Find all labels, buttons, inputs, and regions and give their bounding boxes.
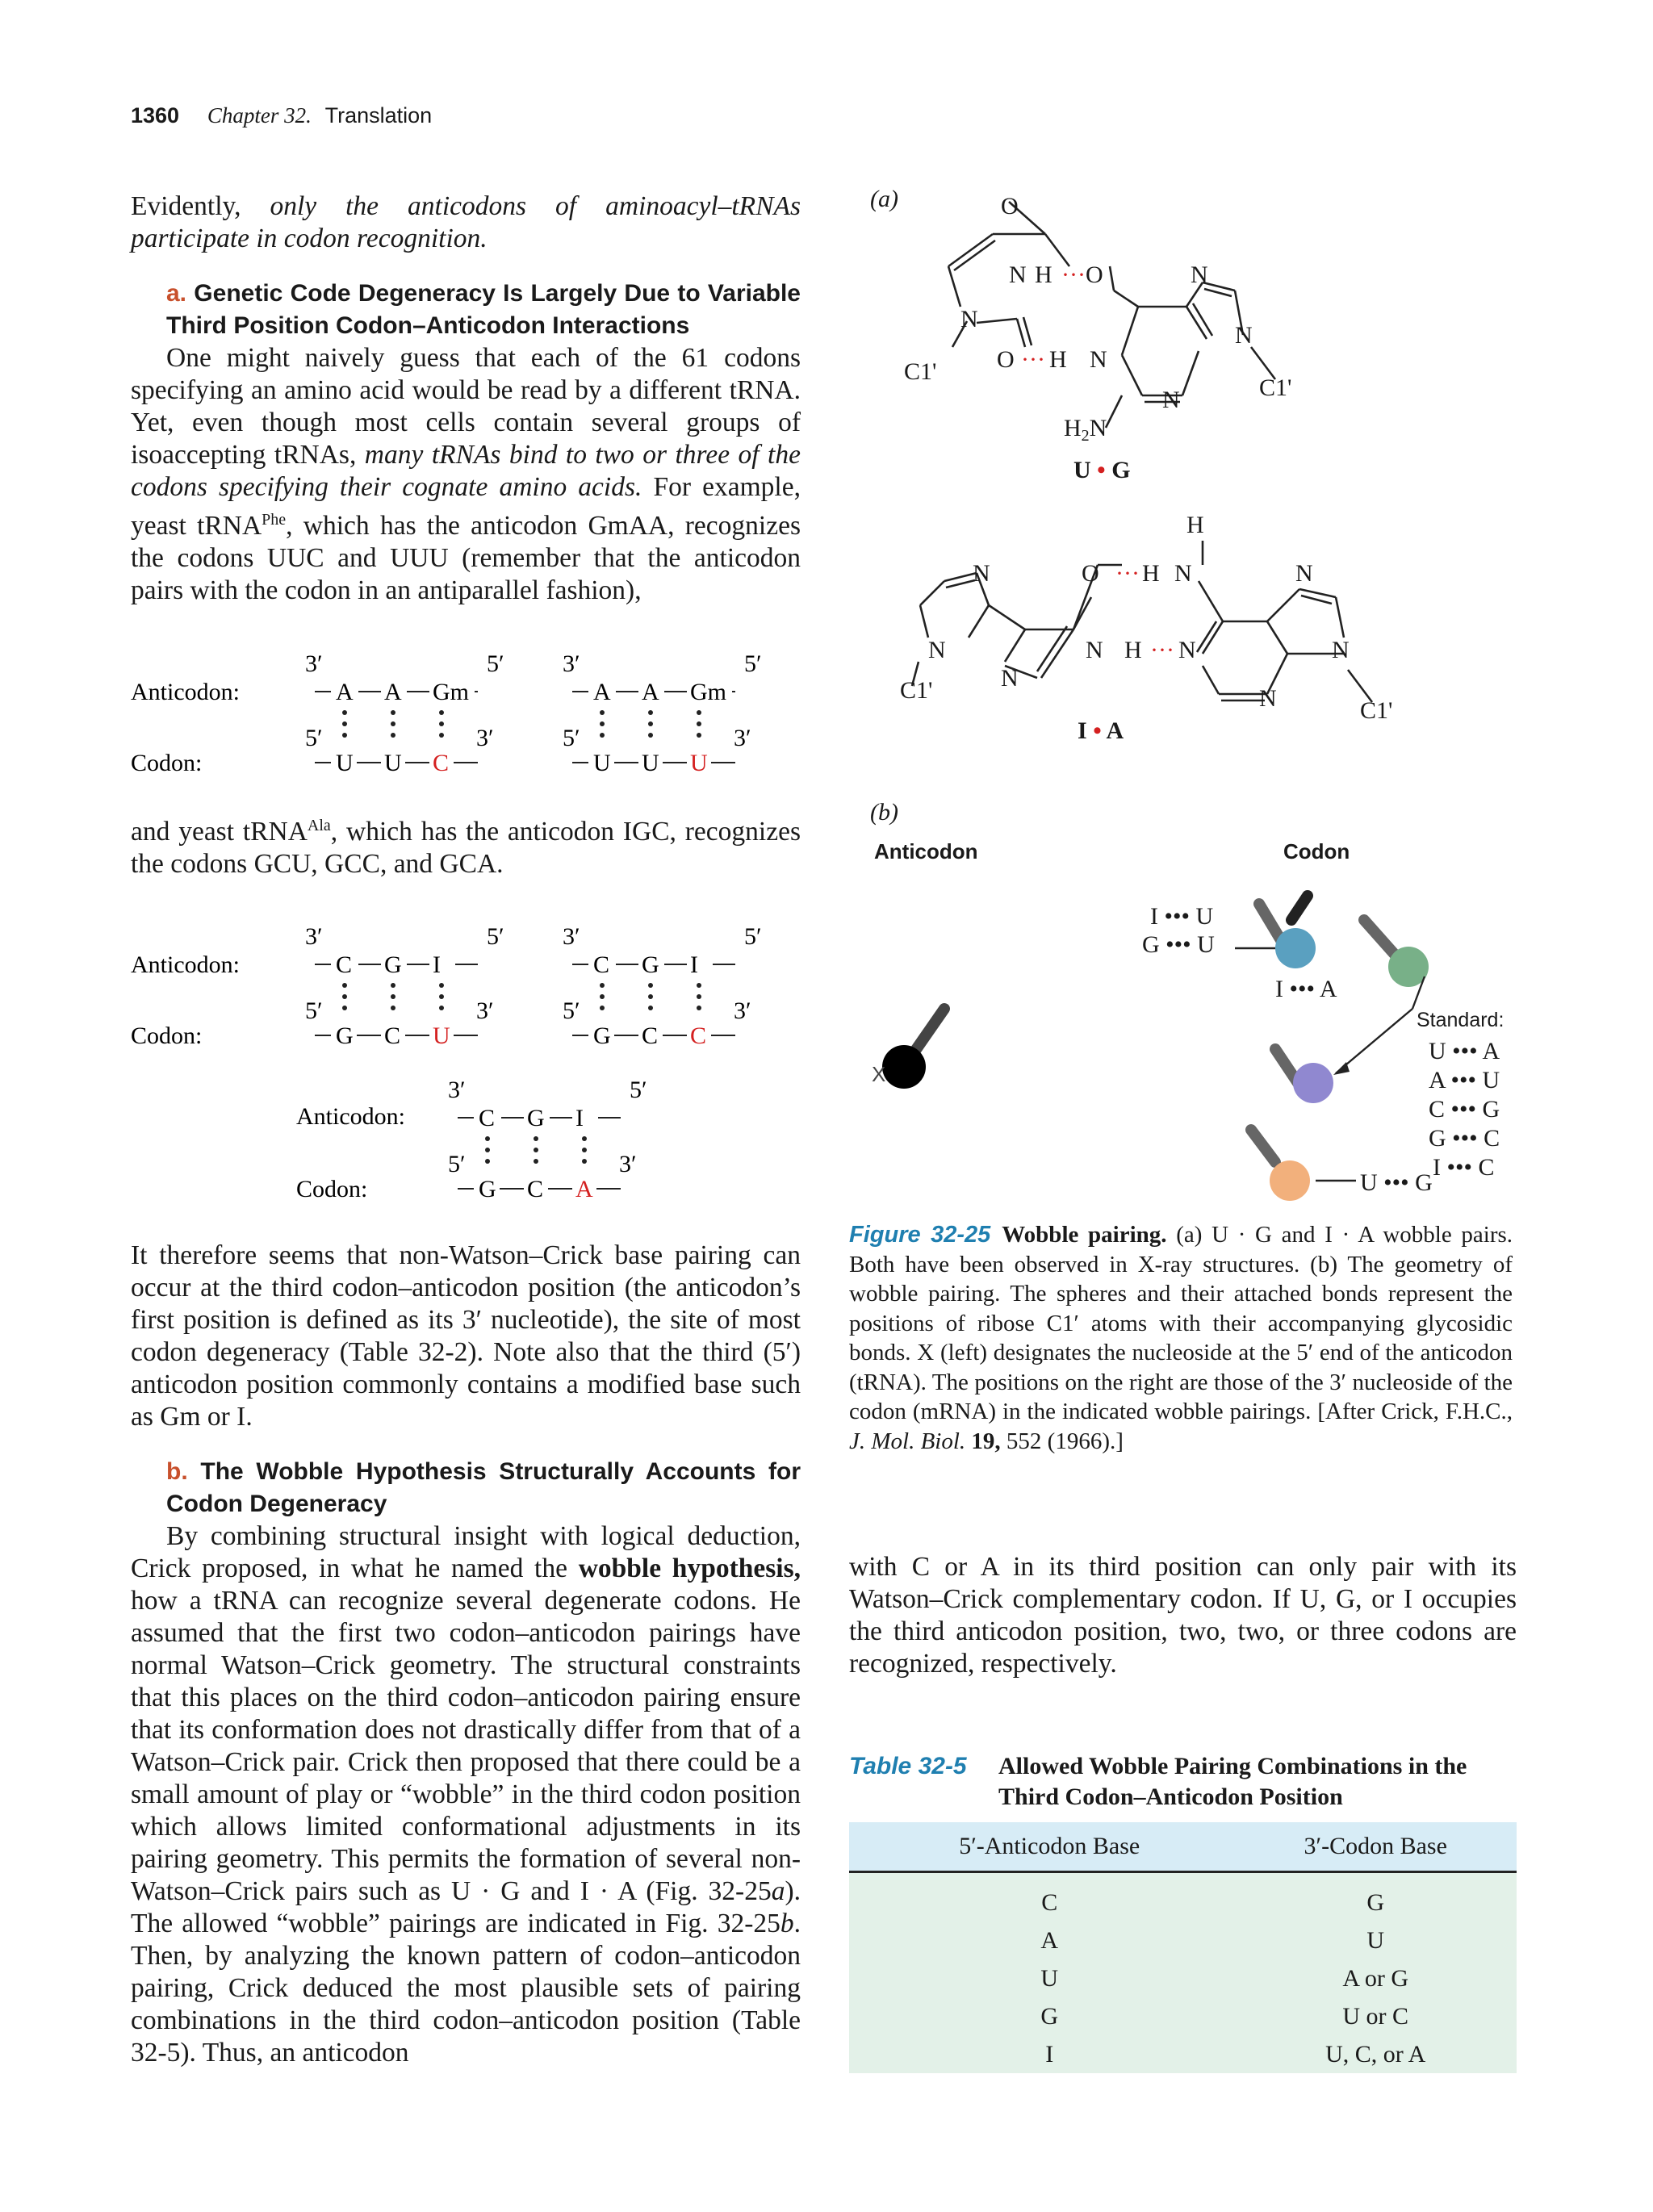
anticodon-base: G <box>384 951 402 978</box>
wobble-geometry-diagram <box>856 872 1558 1227</box>
wobble-pair-structures <box>880 186 1445 767</box>
hbond <box>697 994 701 999</box>
hbond <box>582 1159 587 1164</box>
anticodon-label: Anticodon: <box>131 951 240 978</box>
anticodon-base: Gm <box>433 679 469 705</box>
std-pair-1: U ••• A <box>1429 1038 1500 1064</box>
anticodon-heading: Anticodon <box>874 839 978 863</box>
paragraph-1: One might naively guess that each of the 61 codons specifying an amino acid would be read by a different tRNA. Yet, even though most cells contain several groups of isoaccepting tRNAs, many tRNAs bind to two or three of the codons specifying their cognate amino acids. For example, yeast tRNA$^{Phe}$, which has the anticodon GmAA, recognizes the codons UUC and UUU (remember that the anticodon pairs with the codon in an antiparallel fashion), <box>131 343 801 606</box>
hbond <box>600 721 605 726</box>
hbond <box>600 983 605 988</box>
codon-3prime: 3′ <box>476 997 494 1024</box>
hbond <box>697 721 701 726</box>
left-column-top <box>131 190 801 607</box>
atom-n-ia9: N <box>1259 685 1277 712</box>
anticodon-base: I <box>575 1105 584 1131</box>
left-column-bottom <box>131 1240 801 2069</box>
codon-5prime: 5′ <box>563 997 580 1024</box>
codon-base: G <box>336 1022 354 1049</box>
anticodon-base: A <box>642 679 659 705</box>
hbond <box>439 733 444 738</box>
pair-gu: G ••• U <box>1142 931 1215 958</box>
anticodon-base: G <box>527 1105 545 1131</box>
section-a-heading: a. Genetic Code Degeneracy Is Largely Due to Variable Third Position Codon–Anticodon Interactions <box>166 280 801 339</box>
paragraph-4: By combining structural insight with logical deduction, Crick proposed, in what he named the wobble hypothesis, how a tRNA can recognize several degenerate codons. He assumed that the first two codon–anticodon pairings have normal Watson–Crick geometry. The structural constraints that this places on the third codon–anticodon pairing ensure that its conformation does not drastically differ from that of a Watson–Crick pair. Crick then proposed that there could be a small amount of play or “wobble” in the third codon position which allows limited conformational adjustments in its pairing geometry. This permits the formation of several non-Watson–Crick pairs such as U · G and I · A (Fig. 32-25a). The allowed “wobble” pairings are indicated in Fig. 32-25b. Then, by analyzing the known pattern of codon–anticodon pairing, Crick deduced the most plausible sets of pairing combinations in the third codon–anticodon position (Table 32-5). Thus, an anticodon <box>131 1521 801 2068</box>
codon-base: U <box>384 750 402 776</box>
codon-label: Codon: <box>131 1022 203 1049</box>
codon-5prime: 5′ <box>305 997 323 1024</box>
codon-3prime: 3′ <box>619 1151 637 1177</box>
anticodon-3prime: 3′ <box>305 650 323 677</box>
hbond <box>342 733 347 738</box>
atom-o3: O <box>997 346 1015 373</box>
atom-n-ia3: N <box>1295 560 1313 587</box>
codon-base-cell: G <box>1234 1872 1517 1922</box>
anticodon-base: I <box>433 951 441 978</box>
std-pair-3: C ••• G <box>1429 1096 1500 1123</box>
col-header-codon: 3′-Codon Base <box>1234 1822 1517 1872</box>
hbond <box>582 1148 587 1152</box>
hbond-dots-3: ··· <box>1115 560 1140 587</box>
atom-n7: N <box>1162 387 1180 413</box>
anticodon-3prime: 3′ <box>448 1077 466 1103</box>
hbond <box>485 1136 490 1141</box>
hbond-dots-4: ··· <box>1150 637 1174 663</box>
codon-base-cell: U, C, or A <box>1234 2035 1517 2073</box>
anticodon-5prime: 5′ <box>744 923 762 950</box>
atom-n4: N <box>1090 346 1107 373</box>
codon-base-cell: U <box>1234 1921 1517 1959</box>
atom-n-ia6: N <box>1178 637 1196 663</box>
paragraph-3: It therefore seems that non-Watson–Crick base pairing can occur at the third codon–anticodon position (the anticodon’s first position is defined as its 3′ nucleotide), the site of most codon degeneracy (Table 32-2). Note also that the third (5′) anticodon position commonly contains a modified base such as Gm or I. <box>131 1240 801 1432</box>
table-row <box>849 1959 1517 1997</box>
standard-label: Standard: <box>1417 1009 1504 1031</box>
std-pair-4: G ••• C <box>1429 1125 1500 1152</box>
hbond <box>439 994 444 999</box>
ia-label: I • A <box>1078 717 1124 744</box>
atom-n-ia1: N <box>973 560 990 587</box>
codon-base-cell: A or G <box>1234 1959 1517 1997</box>
std-pair-5: I ••• C <box>1433 1154 1495 1181</box>
table-row <box>849 2035 1517 2073</box>
atom-o-ia: O <box>1082 560 1099 587</box>
hbond <box>439 721 444 726</box>
atom-o2: O <box>1086 261 1103 288</box>
hbond <box>391 710 395 715</box>
hbond <box>342 721 347 726</box>
atom-n-ia5: N <box>1086 637 1103 663</box>
codon-base: U <box>433 1022 450 1049</box>
x-label: X <box>872 1062 886 1086</box>
atom-c1-i: C1' <box>900 677 933 704</box>
chapter-number: Chapter 32. <box>207 103 312 128</box>
anticodon-5prime: 5′ <box>630 1077 647 1103</box>
anticodon-base: I <box>690 951 698 978</box>
chapter-title: Translation <box>324 103 433 128</box>
anticodon-base: A <box>384 679 402 705</box>
atom-n-ia8: N <box>1001 665 1019 692</box>
atom-c1-a: C1' <box>1360 697 1393 724</box>
hbond <box>391 721 395 726</box>
hbond <box>391 733 395 738</box>
hbond-dots-1: ··· <box>1061 261 1086 288</box>
codon-label: Codon: <box>296 1176 368 1202</box>
codon-base: U <box>642 750 659 776</box>
anticodon-base: A <box>336 679 354 705</box>
pair-iu: I ••• U <box>1150 903 1214 930</box>
anticodon-base: C <box>479 1105 496 1131</box>
codon-3prime: 3′ <box>734 997 751 1024</box>
codon-base: C <box>433 750 450 776</box>
hbond <box>485 1159 490 1164</box>
table-row <box>849 1997 1517 2035</box>
atom-n-ia2: N <box>1174 560 1192 587</box>
hbond <box>439 983 444 988</box>
hbond <box>582 1136 587 1141</box>
hbond <box>391 983 395 988</box>
anticodon-base: C <box>336 951 353 978</box>
hbond <box>342 1006 347 1010</box>
codon-base: G <box>593 1022 611 1049</box>
codon-5prime: 5′ <box>305 725 323 751</box>
sphere-purple <box>1293 1063 1333 1103</box>
col-header-anticodon: 5′-Anticodon Base <box>849 1822 1234 1872</box>
codon-base: C <box>384 1022 401 1049</box>
atom-h-ia3: H <box>1124 637 1142 663</box>
hbond <box>439 1006 444 1010</box>
codon-5prime: 5′ <box>448 1151 466 1177</box>
atom-n: N <box>1009 261 1027 288</box>
codon-anticodon-diagrams <box>131 638 801 1202</box>
codon-5prime: 5′ <box>563 725 580 751</box>
hbond <box>342 710 347 715</box>
atom-h: H <box>1035 261 1052 288</box>
atom-n-ia7: N <box>1332 637 1350 663</box>
hbond <box>439 710 444 715</box>
atom-c1-g: C1' <box>1259 374 1292 401</box>
anticodon-base: C <box>593 951 610 978</box>
anticodon-label: Anticodon: <box>131 679 240 705</box>
paragraph-2: and yeast tRNA$^{Ala}$, which has the anticodon IGC, recognizes the codons GCU, GCC, and GCA. <box>131 817 801 880</box>
std-pair-2: A ••• U <box>1429 1067 1500 1093</box>
hbond <box>648 721 653 726</box>
hbond-dots-2: ··· <box>1021 346 1045 373</box>
atom-o: O <box>1001 193 1019 220</box>
anticodon-base: A <box>593 679 611 705</box>
table-caption: Table 32-5 Allowed Wobble Pairing Combinations in the Third Codon–Anticodon Position <box>849 1753 1467 1810</box>
anticodon-3prime: 3′ <box>305 923 323 950</box>
page-header <box>131 103 432 128</box>
intro-paragraph: Evidently, only the anticodons of aminoacyl–tRNAs participate in codon recognition. <box>131 191 801 253</box>
hbond <box>648 983 653 988</box>
anticodon-base-cell: I <box>849 2035 1234 2073</box>
hbond <box>391 994 395 999</box>
anticodon-3prime: 3′ <box>563 923 580 950</box>
anticodon-5prime: 5′ <box>744 650 762 677</box>
hbond <box>697 710 701 715</box>
figure-caption: Figure 32-25 Wobble pairing. (a) U · G and I · A wobble pairs. Both have been observed in X-ray structures. (b) The geometry of wobble pairing. The spheres and their attached bonds represent the positions of ribose C1′ atoms with their accompanying glycosidic bonds. X (left) designates the nucleoside at the 5′ end of the anticodon (tRNA). The positions on the right are those of the 3′ nucleoside of the codon (mRNA) in the indicated wobble pairings. [After Crick, F.H.C., J. Mol. Biol. 19, 552 (1966).] <box>849 1222 1513 1454</box>
anticodon-base-cell: C <box>849 1872 1234 1922</box>
hbond <box>534 1136 538 1141</box>
codon-base: U <box>593 750 611 776</box>
anticodon-3prime: 3′ <box>563 650 580 677</box>
right-column-text: with C or A in its third position can only pair with its Watson–Crick complementary codon. If U, G, or I occupies the third anticodon position, two, two, or three codons are recognized, respectively. <box>849 1552 1517 1679</box>
codon-label: Codon: <box>131 750 203 776</box>
hbond <box>648 710 653 715</box>
pair-ug: U ••• G <box>1360 1169 1433 1196</box>
hbond <box>600 710 605 715</box>
hbond <box>648 1006 653 1010</box>
hbond <box>697 1006 701 1010</box>
page-number: 1360 <box>131 103 180 128</box>
codon-base: C <box>690 1022 707 1049</box>
atom-h2n: $H_2N$ <box>1064 415 1107 445</box>
ug-label: U • G <box>1073 457 1131 483</box>
hbond <box>534 1159 538 1164</box>
hbond <box>342 994 347 999</box>
section-b-heading: b. The Wobble Hypothesis Structurally Accounts for Codon Degeneracy <box>166 1458 801 1517</box>
anticodon-5prime: 5′ <box>487 923 504 950</box>
codon-heading: Codon <box>1283 839 1350 863</box>
hbond <box>697 983 701 988</box>
codon-base-cell: U or C <box>1234 1997 1517 2035</box>
pair-ia: I ••• A <box>1275 976 1337 1002</box>
anticodon-label: Anticodon: <box>296 1103 405 1130</box>
hbond <box>485 1148 490 1152</box>
sphere-blue <box>1275 928 1316 968</box>
codon-base: C <box>642 1022 659 1049</box>
hbond <box>600 1006 605 1010</box>
hbond <box>600 733 605 738</box>
codon-3prime: 3′ <box>476 725 494 751</box>
hbond <box>600 994 605 999</box>
hbond <box>648 733 653 738</box>
codon-base: U <box>690 750 708 776</box>
anticodon-base-cell: U <box>849 1959 1234 1997</box>
atom-h-ia: H <box>1186 512 1204 538</box>
anticodon-5prime: 5′ <box>487 650 504 677</box>
codon-base: G <box>479 1176 496 1202</box>
atom-n6: N <box>1235 322 1253 349</box>
codon-base: A <box>575 1176 593 1202</box>
atom-n-ia4: N <box>928 637 946 663</box>
codon-3prime: 3′ <box>734 725 751 751</box>
panel-a-label: (a) <box>870 186 898 212</box>
anticodon-base: Gm <box>690 679 726 705</box>
hbond <box>391 1006 395 1010</box>
anticodon-base-cell: A <box>849 1921 1234 1959</box>
table-row <box>849 1872 1517 1922</box>
anticodon-base-cell: G <box>849 1997 1234 2035</box>
atom-n3: N <box>960 306 978 332</box>
anticodon-base: G <box>642 951 659 978</box>
hbond <box>697 733 701 738</box>
atom-n5: N <box>1191 261 1208 288</box>
hbond <box>342 983 347 988</box>
wobble-table <box>849 1822 1517 2073</box>
table-row <box>849 1921 1517 1959</box>
atom-h-ia2: H <box>1142 560 1160 587</box>
hbond <box>534 1148 538 1152</box>
panel-b-label: (b) <box>870 799 898 826</box>
codon-base: U <box>336 750 354 776</box>
atom-c1-u: C1' <box>904 358 937 385</box>
hbond <box>648 994 653 999</box>
atom-h2: H <box>1049 346 1067 373</box>
sphere-x <box>882 1045 926 1089</box>
sphere-orange <box>1270 1160 1310 1201</box>
codon-base: C <box>527 1176 544 1202</box>
